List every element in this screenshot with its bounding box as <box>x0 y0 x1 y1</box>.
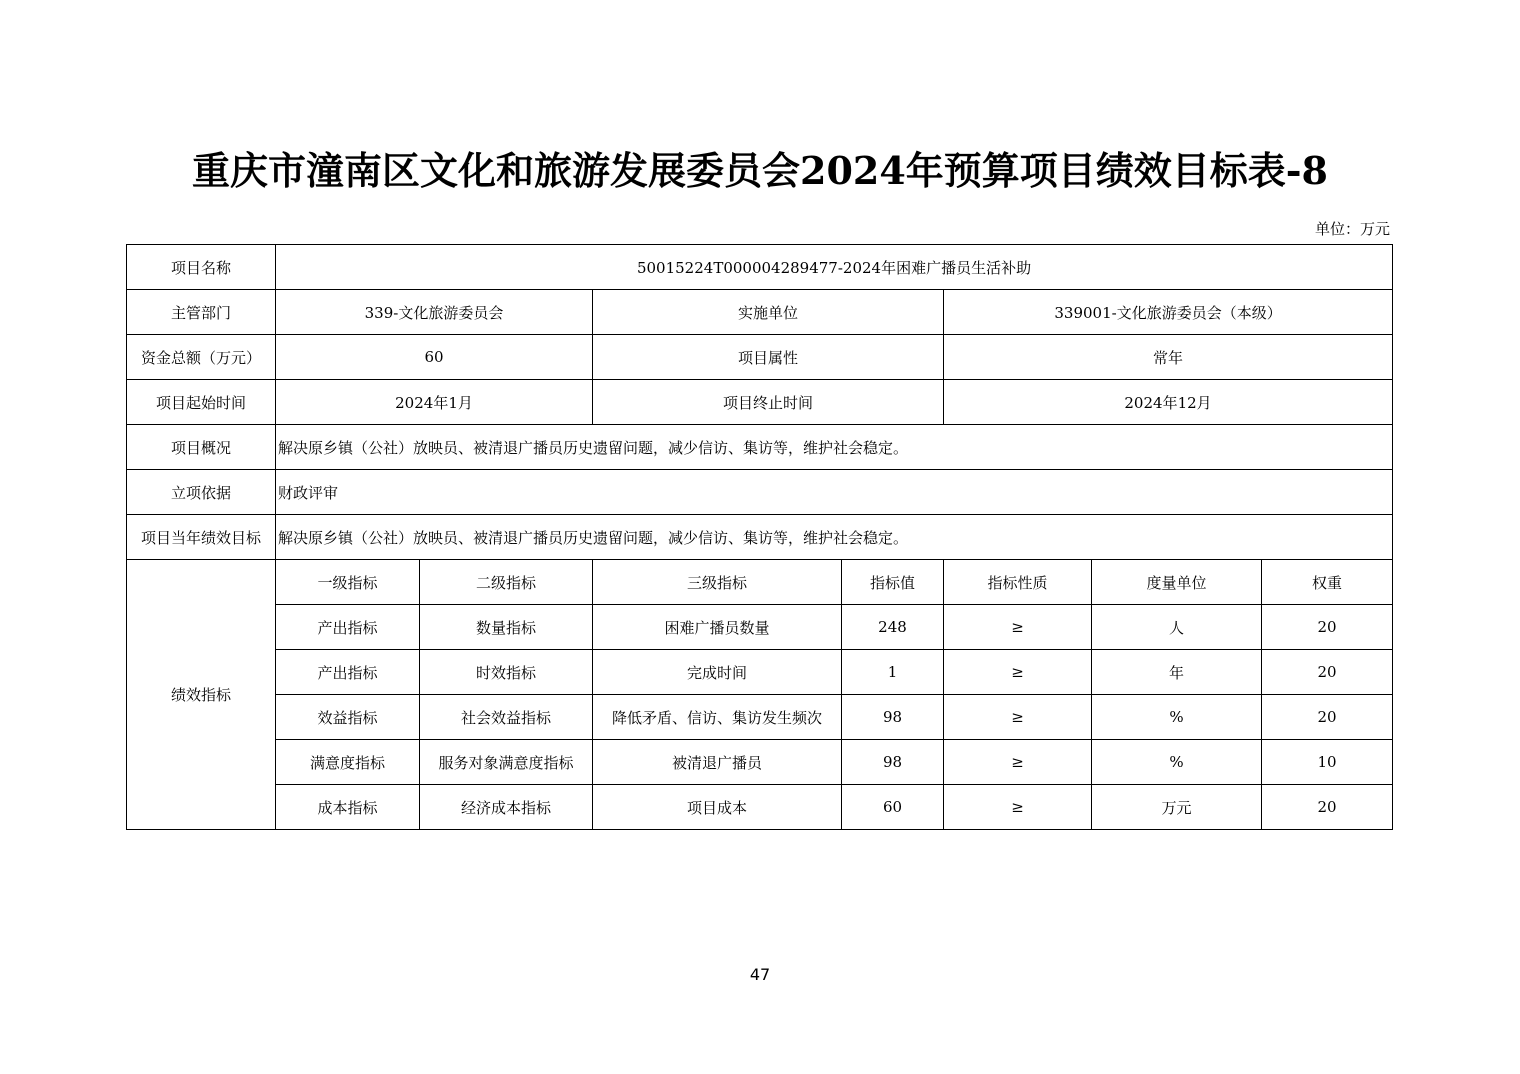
cell-weight: 20 <box>1262 605 1393 650</box>
cell-value: 60 <box>842 785 944 830</box>
row-project-name <box>127 245 1393 290</box>
cell-level1: 产出指标 <box>276 650 420 695</box>
cell-nature: ≥ <box>944 740 1092 785</box>
cell-level1: 效益指标 <box>276 695 420 740</box>
cell-level2: 社会效益指标 <box>420 695 593 740</box>
header-level3: 三级指标 <box>593 560 842 605</box>
attr-value: 常年 <box>944 335 1393 380</box>
table-row <box>127 740 1393 785</box>
cell-weight: 20 <box>1262 785 1393 830</box>
start-label: 项目起始时间 <box>127 380 276 425</box>
indicators-section-label: 绩效指标 <box>127 560 276 830</box>
page-title: 重庆市潼南区文化和旅游发展委员会2024年预算项目绩效目标表-8 <box>192 148 1328 193</box>
row-dept <box>127 290 1393 335</box>
overview-value: 解决原乡镇（公社）放映员、被清退广播员历史遗留问题，减少信访、集访等，维护社会稳定。 <box>276 425 1393 470</box>
dept-value: 339-文化旅游委员会 <box>276 290 593 335</box>
header-nature: 指标性质 <box>944 560 1092 605</box>
fund-label: 资金总额（万元） <box>127 335 276 380</box>
basis-label: 立项依据 <box>127 470 276 515</box>
cell-level3: 降低矛盾、信访、集访发生频次 <box>593 695 842 740</box>
header-weight: 权重 <box>1262 560 1393 605</box>
end-value: 2024年12月 <box>944 380 1393 425</box>
cell-level1: 产出指标 <box>276 605 420 650</box>
cell-nature: ≥ <box>944 785 1092 830</box>
cell-level2: 经济成本指标 <box>420 785 593 830</box>
impl-value: 339001-文化旅游委员会（本级） <box>944 290 1393 335</box>
cell-nature: ≥ <box>944 650 1092 695</box>
cell-weight: 20 <box>1262 650 1393 695</box>
header-value: 指标值 <box>842 560 944 605</box>
header-unit: 度量单位 <box>1092 560 1262 605</box>
header-level2: 二级指标 <box>420 560 593 605</box>
row-fund <box>127 335 1393 380</box>
cell-value: 98 <box>842 740 944 785</box>
cell-unit: % <box>1092 740 1262 785</box>
cell-unit: 人 <box>1092 605 1262 650</box>
table-row <box>127 605 1393 650</box>
start-value: 2024年1月 <box>276 380 593 425</box>
dept-label: 主管部门 <box>127 290 276 335</box>
cell-level2: 时效指标 <box>420 650 593 695</box>
goal-value: 解决原乡镇（公社）放映员、被清退广播员历史遗留问题，减少信访、集访等，维护社会稳定。 <box>276 515 1393 560</box>
basis-value: 财政评审 <box>276 470 1393 515</box>
cell-level3: 项目成本 <box>593 785 842 830</box>
cell-unit: 万元 <box>1092 785 1262 830</box>
cell-weight: 10 <box>1262 740 1393 785</box>
row-overview <box>127 425 1393 470</box>
cell-level1: 满意度指标 <box>276 740 420 785</box>
row-basis <box>127 470 1393 515</box>
page-number: 47 <box>749 965 771 984</box>
table-row <box>127 650 1393 695</box>
cell-level3: 完成时间 <box>593 650 842 695</box>
cell-value: 248 <box>842 605 944 650</box>
cell-level3: 被清退广播员 <box>593 740 842 785</box>
cell-weight: 20 <box>1262 695 1393 740</box>
table-row <box>127 785 1393 830</box>
project-name-value: 50015224T000004289477-2024年困难广播员生活补助 <box>276 245 1393 290</box>
project-name-label: 项目名称 <box>127 245 276 290</box>
cell-level2: 服务对象满意度指标 <box>420 740 593 785</box>
row-goal <box>127 515 1393 560</box>
cell-level1: 成本指标 <box>276 785 420 830</box>
table-row <box>127 695 1393 740</box>
cell-level3: 困难广播员数量 <box>593 605 842 650</box>
indicator-header-row <box>127 560 1393 605</box>
fund-value: 60 <box>276 335 593 380</box>
header-level1: 一级指标 <box>276 560 420 605</box>
cell-level2: 数量指标 <box>420 605 593 650</box>
cell-unit: % <box>1092 695 1262 740</box>
goal-label: 项目当年绩效目标 <box>127 515 276 560</box>
unit-label: 单位：万元 <box>1314 220 1390 238</box>
impl-label: 实施单位 <box>593 290 944 335</box>
performance-table <box>126 244 1393 830</box>
cell-unit: 年 <box>1092 650 1262 695</box>
attr-label: 项目属性 <box>593 335 944 380</box>
row-time <box>127 380 1393 425</box>
cell-value: 98 <box>842 695 944 740</box>
cell-nature: ≥ <box>944 695 1092 740</box>
cell-value: 1 <box>842 650 944 695</box>
cell-nature: ≥ <box>944 605 1092 650</box>
overview-label: 项目概况 <box>127 425 276 470</box>
end-label: 项目终止时间 <box>593 380 944 425</box>
